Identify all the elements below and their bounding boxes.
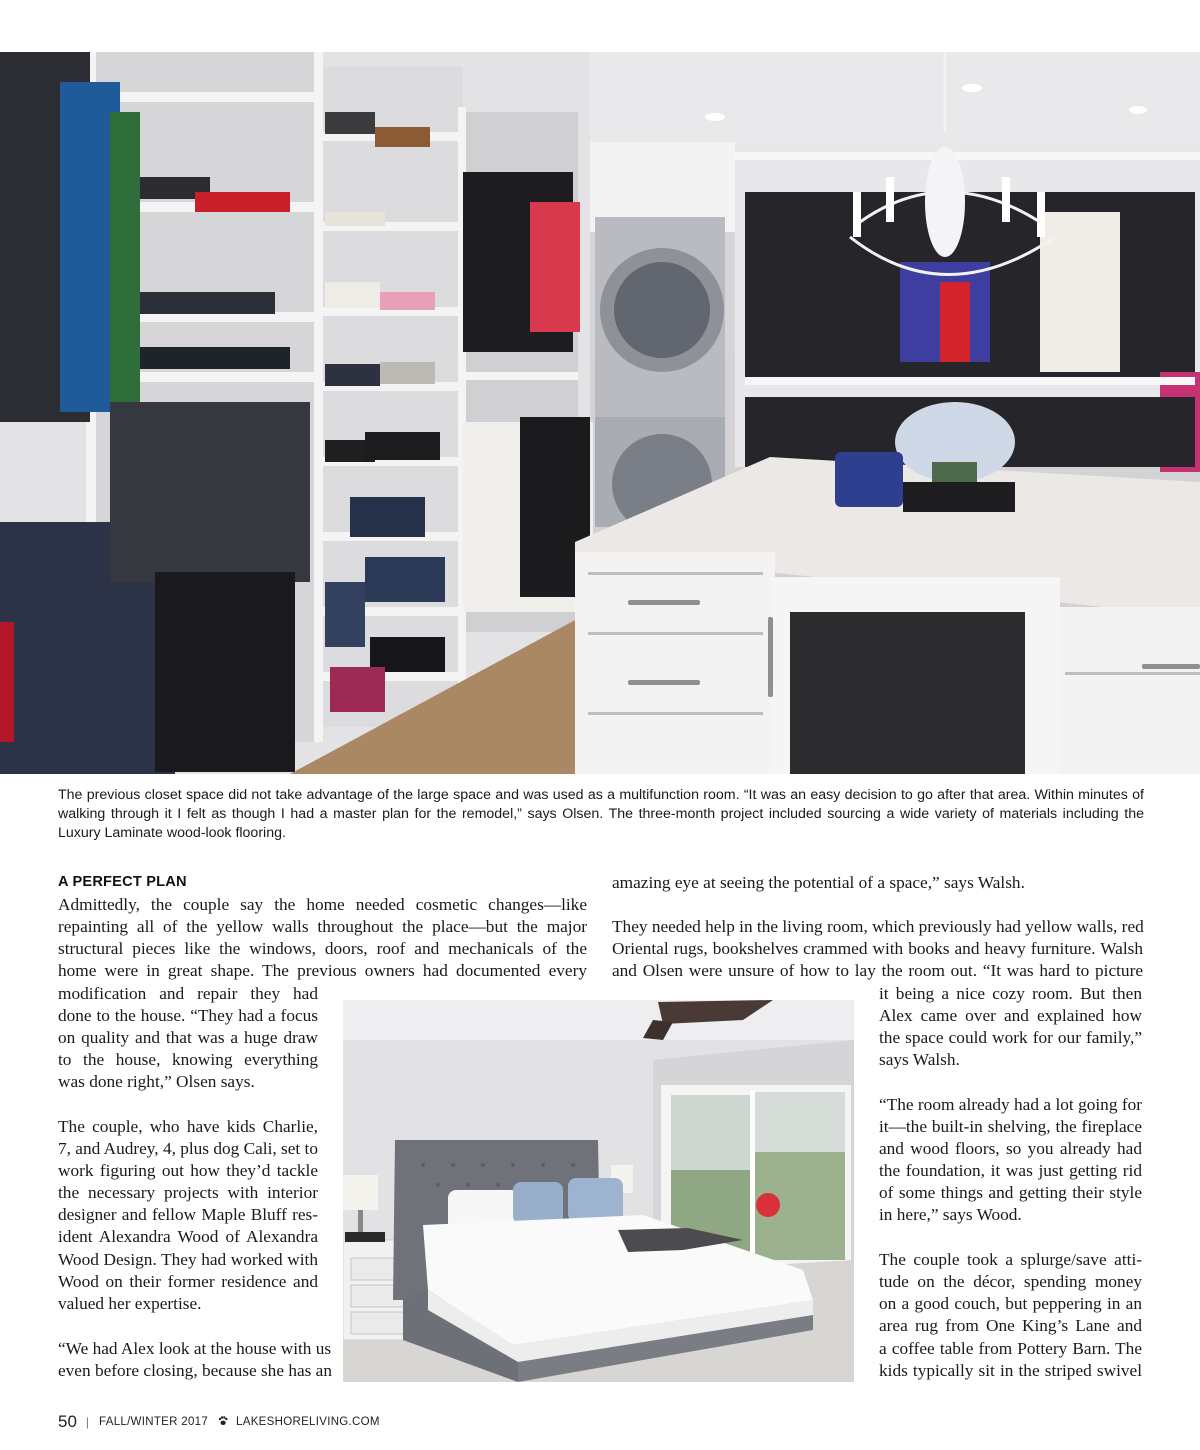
body-line: done to the house. “They had a focus — [58, 1006, 318, 1025]
body-line: Alex came over and explained how — [879, 1006, 1142, 1025]
body-line: a coffee table from Pottery Barn. The — [879, 1339, 1142, 1358]
body-line: tude on the décor, spending money — [879, 1272, 1142, 1291]
body-line: The couple, who have kids Charlie, — [58, 1117, 318, 1136]
page-footer — [58, 1412, 380, 1432]
body-line: amazing eye at seeing the potential of a space,” says Walsh. — [612, 873, 1025, 892]
body-line: 7, and Audrey, 4, plus dog Cali, set to — [58, 1139, 318, 1158]
body-line: and Olsen were unsure of how to lay the room out. “It was hard to picture — [612, 961, 1143, 980]
body-line: and wood floors, so you already had — [879, 1139, 1142, 1158]
body-line: on quality and that was a huge draw — [58, 1028, 318, 1047]
body-line: it—the built-in shelving, the fireplace — [879, 1117, 1142, 1136]
body-line: repainting all of the yellow walls throughout the place—but the major — [58, 917, 587, 936]
bedroom-photo — [343, 1000, 854, 1382]
body-line: was done right,” Olsen says. — [58, 1072, 255, 1091]
body-line: work figuring out how they’d tackle — [58, 1161, 318, 1180]
body-line: The couple took a splurge/save atti- — [879, 1250, 1142, 1269]
page-number: 50 — [58, 1412, 77, 1431]
footer-separator: | — [85, 1415, 90, 1429]
body-line: Admittedly, the couple say the home needed cosmetic changes—like — [58, 895, 587, 914]
body-line: Oriental rugs, bookshelves crammed with books and heavy furniture. Walsh — [612, 939, 1143, 958]
body-line: of some things and getting their style — [879, 1183, 1142, 1202]
body-line: to the house, knowing everything — [58, 1050, 318, 1069]
body-line: says Walsh. — [879, 1050, 960, 1069]
body-line: Wood on their former residence and — [58, 1272, 318, 1291]
photo-caption: The previous closet space did not take advantage of the large space and was used as a multifunction room. “It was an easy decision to go after that area. Within minutes of walking through it I felt as though I had a master plan for the remodel,” says Olsen. The three-month project included sourcing a wide variety of materials including the Luxury Laminate wood-look flooring. — [58, 787, 1144, 841]
body-line: valued her expertise. — [58, 1294, 202, 1313]
issue-label: FALL/WINTER 2017 — [99, 1416, 209, 1428]
body-line: modification and repair they had — [58, 984, 318, 1003]
body-line: Wood Design. They had worked with — [58, 1250, 318, 1269]
body-line: structural pieces like the windows, doors, roof and mechanicals of the — [58, 939, 587, 958]
body-line: “The room already had a lot going for — [879, 1095, 1142, 1114]
body-line: They needed help in the living room, which previously had yellow walls, red — [612, 917, 1144, 936]
body-line: home were in great shape. The previous owners had documented every — [58, 961, 587, 980]
body-line: the space could work for our family,” — [879, 1028, 1142, 1047]
paw-icon — [218, 1416, 228, 1429]
section-heading: A PERFECT PLAN — [58, 874, 187, 890]
body-line: the foundation, it was just getting rid — [879, 1161, 1142, 1180]
body-line: ident Alexandra Wood of Alexandra — [58, 1227, 318, 1246]
body-line: it being a nice cozy room. But then — [879, 984, 1142, 1003]
body-line: the necessary projects with interior — [58, 1183, 318, 1202]
body-line: “We had Alex look at the house with us — [58, 1339, 332, 1358]
closet-photo — [0, 52, 1200, 774]
body-line: designer and fellow Maple Bluff res- — [58, 1205, 318, 1224]
body-line: on a good couch, but peppering in an — [879, 1294, 1142, 1313]
body-line: in here,” says Wood. — [879, 1205, 1022, 1224]
body-line: kids typically sit in the striped swivel — [879, 1361, 1142, 1380]
website-link[interactable]: LAKESHORELIVING.COM — [236, 1416, 380, 1428]
body-line: area rug from One King’s Lane and — [879, 1316, 1142, 1335]
body-line: even before closing, because she has an — [58, 1361, 332, 1380]
